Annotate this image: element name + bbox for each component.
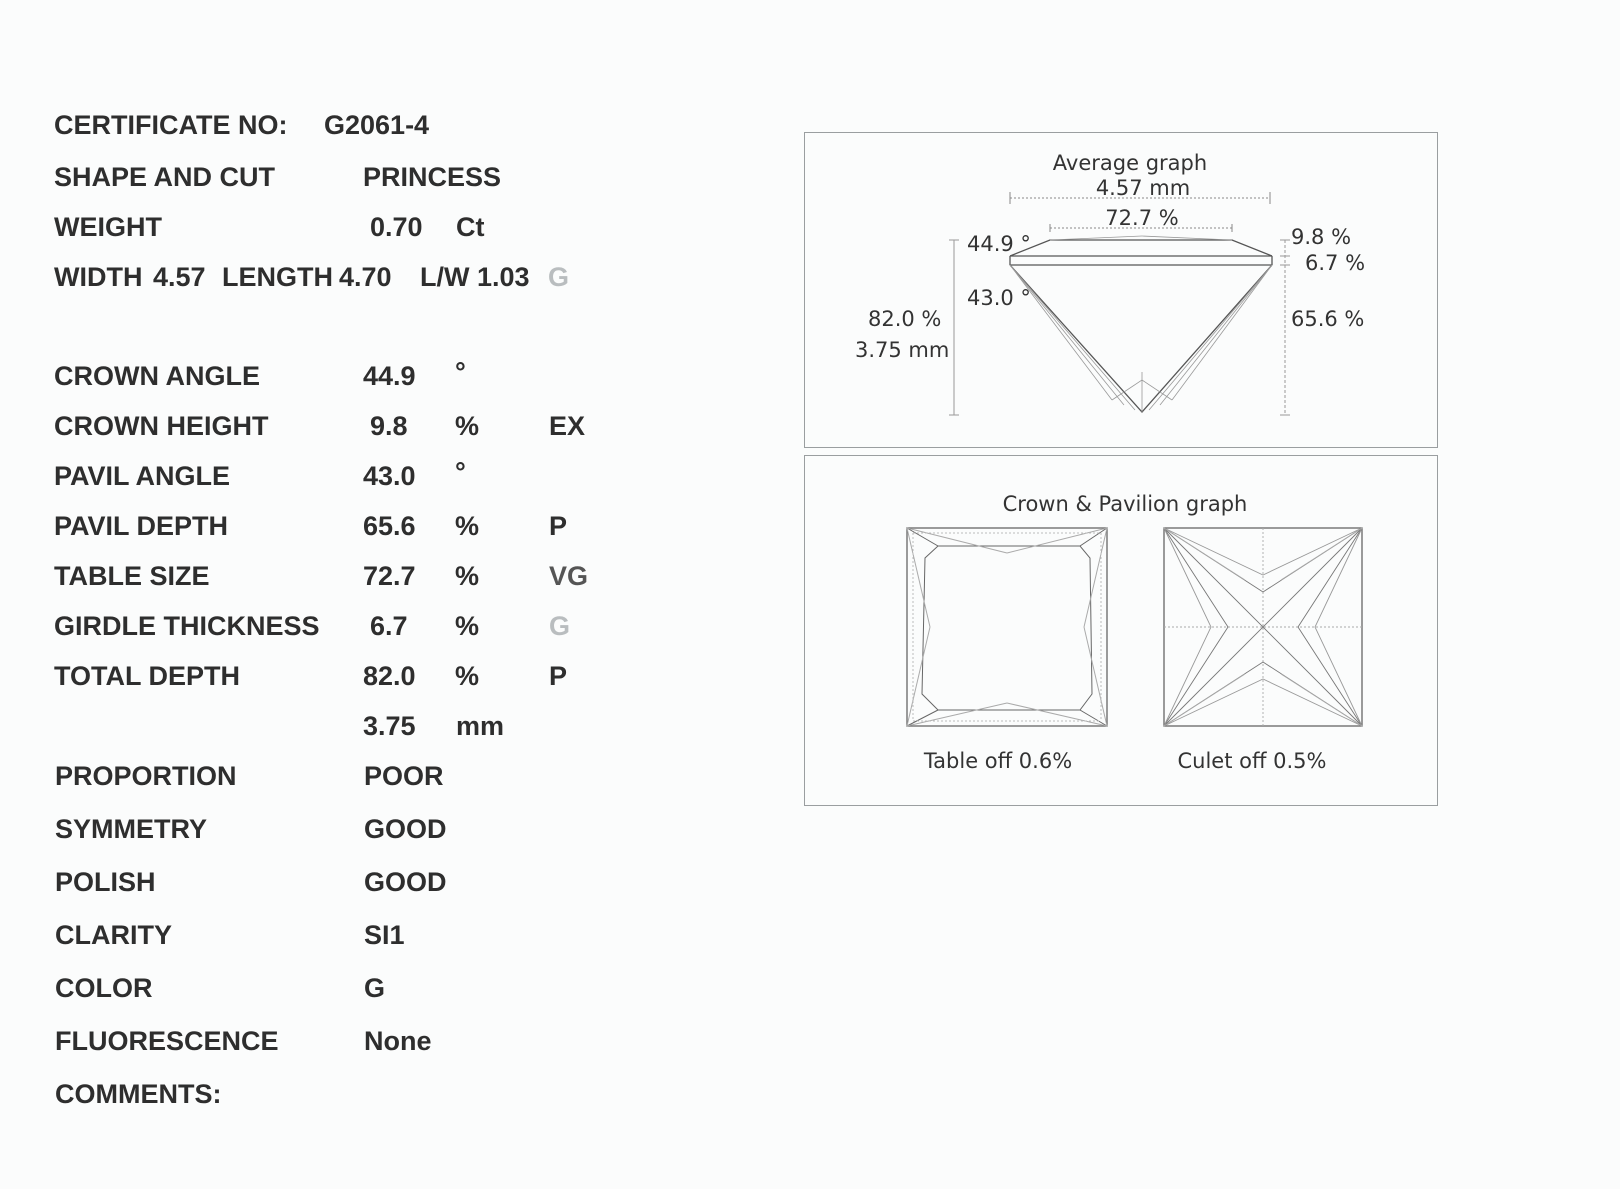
average-graph-title: Average graph	[1052, 151, 1208, 175]
measure-value: 82.0	[363, 661, 416, 691]
crown-pavilion-graph	[907, 492, 1362, 773]
pavilion-angle-label: 43.0 °	[967, 286, 1031, 310]
certificate-label: CERTIFICATE NO:	[54, 110, 288, 140]
lw-grade: G	[548, 262, 570, 292]
measure-value: 44.9	[363, 361, 416, 391]
measure-label: TOTAL DEPTH	[54, 661, 241, 691]
measure-grade: P	[549, 511, 568, 541]
measure-unit: %	[455, 511, 480, 541]
measure-grade: P	[549, 661, 568, 691]
measure-grade: VG	[549, 561, 589, 591]
total-depth-pct-label: 82.0 %	[868, 307, 942, 331]
grade-value: SI1	[364, 920, 405, 950]
pavilion-depth-label: 65.6 %	[1291, 307, 1365, 331]
measure-unit: %	[455, 411, 480, 441]
measure-label: PAVIL ANGLE	[54, 461, 231, 491]
grade-label: SYMMETRY	[55, 814, 208, 844]
weight-label: WEIGHT	[54, 212, 162, 242]
crown-height-label: 9.8 %	[1291, 225, 1352, 249]
measure-unit: mm	[456, 711, 505, 741]
shape-label: SHAPE AND CUT	[54, 162, 276, 192]
shape-value: PRINCESS	[363, 162, 502, 192]
measure-value: 3.75	[363, 711, 416, 741]
measure-unit: %	[455, 561, 480, 591]
lw-value: 1.03	[477, 262, 530, 292]
crown-angle-label: 44.9 °	[967, 232, 1031, 256]
crown-top-view	[907, 528, 1107, 726]
measure-label: GIRDLE THICKNESS	[54, 611, 320, 641]
measure-grade: G	[549, 611, 571, 641]
measure-unit: °	[455, 457, 466, 487]
grade-label: CLARITY	[55, 920, 172, 950]
weight-unit: Ct	[456, 212, 485, 242]
width-label: WIDTH	[54, 262, 143, 292]
measure-label: PAVIL DEPTH	[54, 511, 229, 541]
total-depth-mm-label: 3.75 mm	[855, 338, 950, 362]
girdle-label: 6.7 %	[1305, 251, 1366, 275]
measure-unit: %	[455, 611, 480, 641]
certificate-number: G2061-4	[324, 110, 430, 140]
measure-label: CROWN ANGLE	[54, 361, 260, 391]
measure-grade: EX	[549, 411, 586, 441]
grade-label: COLOR	[55, 973, 153, 1003]
measure-value: 9.8	[370, 411, 408, 441]
grade-label: FLUORESCENCE	[55, 1026, 279, 1056]
measure-label: CROWN HEIGHT	[54, 411, 269, 441]
average-width-label: 4.57 mm	[1095, 176, 1191, 200]
culet-off-label: Culet off 0.5%	[1177, 749, 1327, 773]
grade-value: POOR	[364, 761, 444, 791]
table-off-label: Table off 0.6%	[923, 749, 1073, 773]
measure-unit: °	[455, 357, 466, 387]
measure-value: 43.0	[363, 461, 416, 491]
pavilion-bottom-view	[1164, 528, 1362, 726]
measure-value: 6.7	[370, 611, 408, 641]
average-graph	[855, 151, 1365, 415]
grade-value: None	[364, 1026, 432, 1056]
grade-label: POLISH	[55, 867, 156, 897]
grade-label: PROPORTION	[55, 761, 237, 791]
grade-value: G	[364, 973, 386, 1003]
grade-value: GOOD	[364, 867, 447, 897]
length-value: 4.70	[339, 262, 392, 292]
lw-label: L/W	[420, 262, 470, 292]
measure-value: 72.7	[363, 561, 416, 591]
measure-unit: %	[455, 661, 480, 691]
width-value: 4.57	[153, 262, 206, 292]
grade-value: GOOD	[364, 814, 447, 844]
length-label: LENGTH	[222, 262, 333, 292]
comments-label: COMMENTS:	[55, 1079, 222, 1109]
measure-value: 65.6	[363, 511, 416, 541]
average-table-label: 72.7 %	[1105, 206, 1179, 230]
crown-pavilion-title: Crown & Pavilion graph	[1002, 492, 1248, 516]
stone-profile	[1010, 240, 1272, 412]
measure-label: TABLE SIZE	[54, 561, 210, 591]
weight-value: 0.70	[370, 212, 423, 242]
